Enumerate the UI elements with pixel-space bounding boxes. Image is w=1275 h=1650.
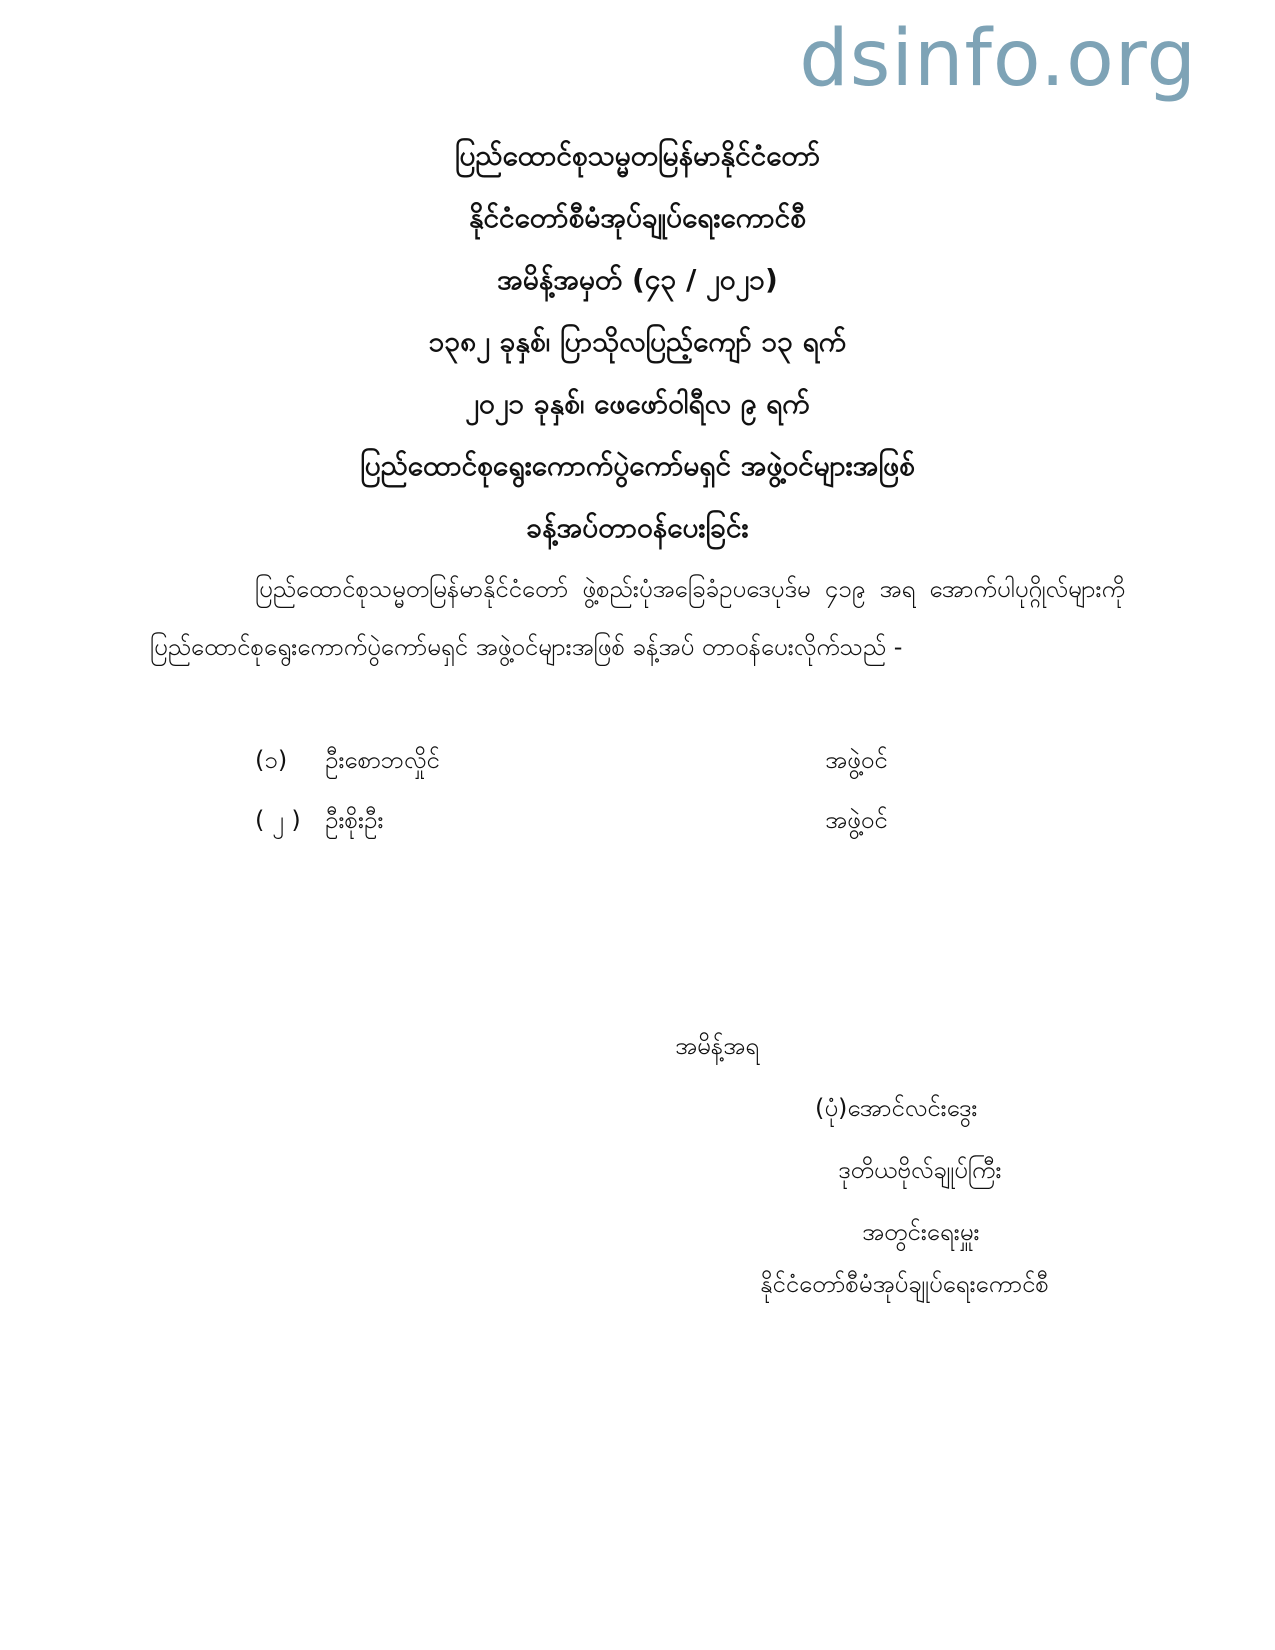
signatory-name: (ပုံ)အောင်လင်းဒွေး bbox=[815, 1094, 978, 1122]
myanmar-date: ၁၃၈၂ ခုနှစ်၊ ပြာသိုလပြည့်ကျော် ၁၃ ရက် bbox=[428, 325, 847, 358]
signatory-rank: ဒုတိယဗိုလ်ချုပ်ကြီး bbox=[838, 1156, 1002, 1184]
signatory-organization: နိုင်ငံတော်စီမံအုပ်ချုပ်ရေးကောင်စီ bbox=[760, 1270, 1049, 1298]
appointee-row bbox=[255, 790, 955, 850]
council-name: နိုင်ငံတော်စီမံအုပ်ချုပ်ရေးကောင်စီ bbox=[469, 201, 806, 234]
subject-line-1: ပြည်ထောင်စုရွေးကောက်ပွဲကော်မရှင် အဖွဲ့ဝင်များအဖြစ် bbox=[360, 449, 915, 482]
order-number: အမိန့်အမှတ် (၄၃ / ၂၀၂၁) bbox=[497, 263, 778, 296]
dsinfo-watermark: dsinfo.org bbox=[799, 14, 1197, 104]
appointee-number: (၁) bbox=[255, 746, 288, 774]
gregorian-date: ၂၀၂၁ ခုနှစ်၊ ဖေဖော်ဝါရီလ ၉ ရက် bbox=[465, 387, 810, 420]
country-name: ပြည်ထောင်စုသမ္မတမြန်မာနိုင်ငံတော် bbox=[454, 139, 821, 172]
document-header bbox=[0, 125, 1275, 559]
appointee-row bbox=[255, 730, 955, 790]
appointee-number: ( ၂ ) bbox=[255, 806, 301, 834]
body-paragraph: ပြည်ထောင်စုသမ္မတမြန်မာနိုင်ငံတော် ဖွဲ့စည်းပုံအခြေခံဥပဒေပုဒ်မ ၄၁၉ အရ အောက်ပါပုဂ္ဂိုလ်များကို ပြည်ထောင်စုရွေးကောက်ပွဲကော်မရှင် အဖွဲ့ဝင်များအဖြစ် ခန့်အပ် တာဝန်ပေးလိုက်သည် - bbox=[150, 575, 1125, 661]
by-order-label: အမိန့်အရ bbox=[675, 1032, 759, 1060]
subject-line-2: ခန့်အပ်တာဝန်ပေးခြင်း bbox=[526, 511, 749, 544]
appointee-name: ဦးစောဘလှိုင် bbox=[325, 746, 440, 774]
appointee-name: ဦးစိုးဦး bbox=[325, 806, 384, 834]
appointee-list bbox=[255, 730, 955, 850]
appointee-role: အဖွဲ့ဝင် bbox=[825, 746, 888, 774]
appointee-role: အဖွဲ့ဝင် bbox=[825, 806, 888, 834]
signatory-title: အတွင်းရေးမှူး bbox=[862, 1218, 980, 1246]
